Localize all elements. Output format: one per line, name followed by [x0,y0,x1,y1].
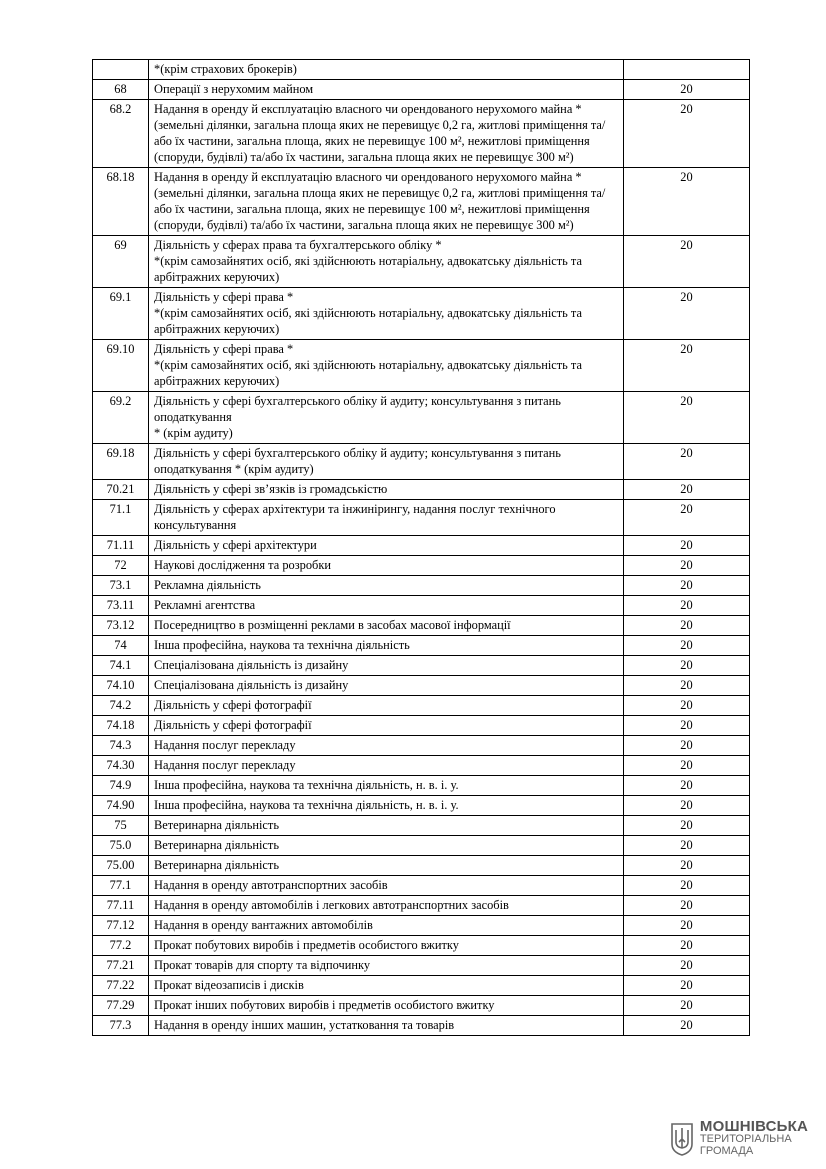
kved-code-cell: 69.1 [93,288,149,340]
kved-code-cell: 74.2 [93,696,149,716]
kved-code-cell: 69.2 [93,392,149,444]
table-row [93,480,750,500]
logo-subtitle-line2: ГРОМАДА [699,1145,754,1157]
kved-code-cell: 71.11 [93,536,149,556]
table-row [93,996,750,1016]
table-row [93,836,750,856]
kved-code-cell: 74.18 [93,716,149,736]
table-row [93,896,750,916]
activity-name-cell: Інша професійна, наукова та технічна діяльність [149,636,624,656]
table-row [93,796,750,816]
activity-name-cell: Надання в оренду вантажних автомобілів [149,916,624,936]
tax-rate-cell: 20 [624,976,750,996]
kved-code-cell: 75.00 [93,856,149,876]
table-row [93,392,750,444]
table-row [93,556,750,576]
tax-rate-cell: 20 [624,236,750,288]
table-row [93,1016,750,1036]
table-row [93,956,750,976]
table-row [93,80,750,100]
table-row [93,168,750,236]
activity-name-cell: Надання в оренду й експлуатацію власного чи орендованого нерухомого майна * (земельні ділянки, загальна площа яких не перевищує 0,2 га, житлові приміщення та/або їх частини, загальна площа, яких не перевищує 100 м², нежитлові приміщення (споруди, будівлі) та/або їх частини, загальна площа яких не перевищує 300 м²) [149,168,624,236]
table-row [93,856,750,876]
tax-rate-cell: 20 [624,676,750,696]
table-row [93,776,750,796]
tax-rate-cell: 20 [624,836,750,856]
kved-code-cell: 73.12 [93,616,149,636]
tax-rate-cell: 20 [624,656,750,676]
activity-name-cell: Діяльність у сфері права * *(крім самозайнятих осіб, які здійснюють нотаріальну, адвокатську діяльність та арбітражних керуючих) [149,288,624,340]
tax-rate-cell: 20 [624,444,750,480]
activity-name-cell: *(крім страхових брокерів) [149,60,624,80]
activity-name-cell: Операції з нерухомим майном [149,80,624,100]
activity-name-cell: Надання послуг перекладу [149,736,624,756]
kved-code-cell: 77.2 [93,936,149,956]
tax-rate-cell: 20 [624,776,750,796]
kved-code-cell: 72 [93,556,149,576]
tax-rate-cell: 20 [624,576,750,596]
kved-code-cell: 69.10 [93,340,149,392]
tax-rate-cell: 20 [624,80,750,100]
trident-coat-of-arms-icon [670,1122,694,1156]
tax-rate-cell [624,60,750,80]
table-row [93,736,750,756]
activity-name-cell: Прокат відеозаписів і дисків [149,976,624,996]
table-row [93,288,750,340]
kved-code-cell: 77.1 [93,876,149,896]
tax-rate-cell: 20 [624,896,750,916]
kved-code-cell: 74.3 [93,736,149,756]
kved-code-cell: 77.22 [93,976,149,996]
tax-rate-cell: 20 [624,616,750,636]
activity-name-cell: Ветеринарна діяльність [149,856,624,876]
table-row [93,816,750,836]
kved-code-cell: 70.21 [93,480,149,500]
kved-code-cell: 77.12 [93,916,149,936]
kved-code-cell: 68.18 [93,168,149,236]
kved-code-cell: 74.1 [93,656,149,676]
table-row [93,60,750,80]
tax-rate-cell: 20 [624,756,750,776]
activity-name-cell: Інша професійна, наукова та технічна діяльність, н. в. і. у. [149,796,624,816]
table-row [93,676,750,696]
tax-rate-cell: 20 [624,736,750,756]
tax-rate-cell: 20 [624,636,750,656]
table-row [93,936,750,956]
table-row [93,656,750,676]
kved-code-cell: 71.1 [93,500,149,536]
tax-rate-cell: 20 [624,876,750,896]
tax-rate-cell: 20 [624,556,750,576]
activity-name-cell: Ветеринарна діяльність [149,816,624,836]
activity-name-cell: Надання в оренду автомобілів і легкових автотранспортних засобів [149,896,624,916]
kved-code-cell [93,60,149,80]
kved-code-cell: 68 [93,80,149,100]
tax-rate-cell: 20 [624,392,750,444]
activity-name-cell: Надання в оренду інших машин, устатковання та товарів [149,1016,624,1036]
tax-rate-cell: 20 [624,480,750,500]
activity-name-cell: Інша професійна, наукова та технічна діяльність, н. в. і. у. [149,776,624,796]
kved-code-cell: 77.11 [93,896,149,916]
table-row [93,444,750,480]
activity-name-cell: Надання в оренду автотранспортних засобів [149,876,624,896]
table-row [93,976,750,996]
kved-code-cell: 74.90 [93,796,149,816]
tax-rate-cell: 20 [624,500,750,536]
table-row [93,756,750,776]
tax-rate-cell: 20 [624,716,750,736]
kved-code-cell: 68.2 [93,100,149,168]
tax-rate-cell: 20 [624,100,750,168]
activity-name-cell: Надання в оренду й експлуатацію власного чи орендованого нерухомого майна * (земельні ділянки, загальна площа яких не перевищує 0,2 га, житлові приміщення та/або їх частини, загальна площа, яких не перевищує 100 м², нежитлові приміщення (споруди, будівлі) та/або їх частини, загальна площа яких не перевищує 300 м²) [149,100,624,168]
activity-name-cell: Діяльність у сфері права * *(крім самозайнятих осіб, які здійснюють нотаріальну, адвокатську діяльність та арбітражних керуючих) [149,340,624,392]
activity-name-cell: Посередництво в розміщенні реклами в засобах масової інформації [149,616,624,636]
tax-rate-cell: 20 [624,916,750,936]
tax-rate-cell: 20 [624,340,750,392]
kved-code-cell: 73.11 [93,596,149,616]
activity-name-cell: Діяльність у сфері фотографії [149,696,624,716]
activity-name-cell: Прокат побутових виробів і предметів особистого вжитку [149,936,624,956]
kved-table-body [93,60,750,1036]
kved-code-cell: 75 [93,816,149,836]
table-row [93,716,750,736]
tax-rate-cell: 20 [624,696,750,716]
table-row [93,100,750,168]
kved-code-cell: 74.30 [93,756,149,776]
activity-name-cell: Прокат товарів для спорту та відпочинку [149,956,624,976]
activity-name-cell: Спеціалізована діяльність із дизайну [149,656,624,676]
tax-rate-cell: 20 [624,796,750,816]
kved-code-cell: 74 [93,636,149,656]
activity-name-cell: Діяльність у сфері фотографії [149,716,624,736]
activity-name-cell: Діяльність у сфері зв’язків із громадськістю [149,480,624,500]
table-row [93,500,750,536]
table-row [93,340,750,392]
activity-name-cell: Діяльність у сфері архітектури [149,536,624,556]
kved-code-cell: 74.9 [93,776,149,796]
activity-name-cell: Рекламна діяльність [149,576,624,596]
activity-name-cell: Рекламні агентства [149,596,624,616]
tax-rate-cell: 20 [624,536,750,556]
table-row [93,696,750,716]
logo-title: МОШНІВСЬКА [699,1118,808,1135]
table-row [93,916,750,936]
activity-name-cell: Діяльність у сферах архітектури та інжинірингу, надання послуг технічного консультування [149,500,624,536]
activity-name-cell: Діяльність у сфері бухгалтерського обліку й аудиту; консультування з питань оподаткування * (крім аудиту) [149,444,624,480]
table-row [93,636,750,656]
kved-code-cell: 77.21 [93,956,149,976]
activity-name-cell: Діяльність у сферах права та бухгалтерського обліку * *(крім самозайнятих осіб, які здійснюють нотаріальну, адвокатську діяльність та арбітражних керуючих) [149,236,624,288]
tax-rate-cell: 20 [624,956,750,976]
tax-rate-cell: 20 [624,996,750,1016]
table-row [93,236,750,288]
tax-rate-cell: 20 [624,288,750,340]
tax-rate-cell: 20 [624,856,750,876]
community-logo [670,1118,808,1157]
tax-rate-cell: 20 [624,1016,750,1036]
table-row [93,576,750,596]
tax-rate-cell: 20 [624,816,750,836]
activity-name-cell: Прокат інших побутових виробів і предметів особистого вжитку [149,996,624,1016]
logo-subtitle-line1: ТЕРИТОРІАЛЬНА [699,1133,792,1145]
tax-rate-cell: 20 [624,168,750,236]
kved-code-cell: 69 [93,236,149,288]
table-row [93,616,750,636]
activity-name-cell: Спеціалізована діяльність із дизайну [149,676,624,696]
kved-rates-table [92,59,750,1036]
table-row [93,536,750,556]
activity-name-cell: Ветеринарна діяльність [149,836,624,856]
activity-name-cell: Діяльність у сфері бухгалтерського обліку й аудиту; консультування з питань оподаткування * (крім аудиту) [149,392,624,444]
kved-code-cell: 74.10 [93,676,149,696]
activity-name-cell: Надання послуг перекладу [149,756,624,776]
logo-text [699,1118,808,1157]
kved-code-cell: 77.29 [93,996,149,1016]
table-row [93,876,750,896]
tax-rate-cell: 20 [624,936,750,956]
kved-code-cell: 77.3 [93,1016,149,1036]
kved-code-cell: 73.1 [93,576,149,596]
kved-code-cell: 75.0 [93,836,149,856]
tax-rate-cell: 20 [624,596,750,616]
table-row [93,596,750,616]
kved-code-cell: 69.18 [93,444,149,480]
activity-name-cell: Наукові дослідження та розробки [149,556,624,576]
